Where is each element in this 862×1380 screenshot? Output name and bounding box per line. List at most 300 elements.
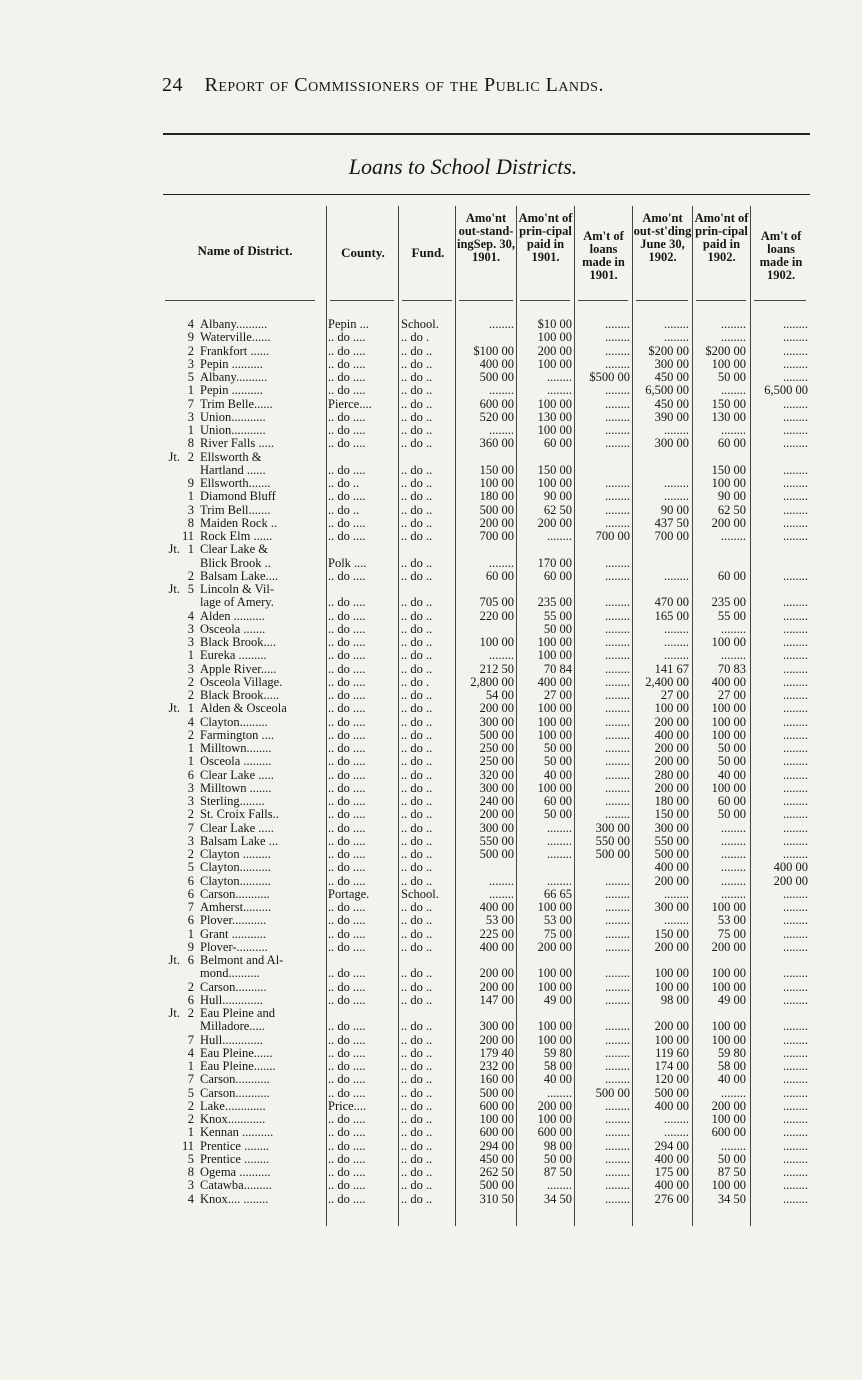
table-row [0,1007,862,1020]
principal-paid-1902-cell: 60 00 [717,436,746,451]
loans-made-1902-cell: ........ [783,1125,808,1140]
outstanding-1902-cell: 100 00 [654,701,689,716]
loans-made-1901-cell: ........ [605,727,630,742]
outstanding-1901-cell: 550 00 [479,833,514,848]
principal-paid-1902-cell: 90 00 [717,489,746,504]
fund-cell: .. do .. [401,343,433,358]
district-name-cell: Carson........... [200,1072,270,1087]
outstanding-1901-cell: 450 00 [479,1151,514,1166]
principal-paid-1901-cell: ........ [547,1178,572,1193]
district-name-cell: Amherst......... [200,900,272,914]
principal-paid-1902-cell: 100 00 [711,900,746,914]
loans-made-1902-cell: ........ [783,780,808,795]
principal-paid-1901-cell: 100 00 [537,476,572,490]
district-name-cell: Lake............. [200,1098,266,1113]
loans-made-1901-cell: $500 00 [589,370,630,384]
loans-made-1902-cell: ........ [783,1045,808,1060]
principal-paid-1901-cell: 49 00 [543,992,572,1007]
table-row [0,981,862,994]
outstanding-1902-cell: ........ [664,648,689,663]
fund-cell: .. do .. [401,807,433,822]
loans-made-1901-cell: ........ [605,423,630,437]
loans-made-1902-cell: ........ [783,1085,808,1100]
district-name-cell: Clayton......... [200,714,268,729]
outstanding-1901-cell: 100 00 [479,1112,514,1126]
outstanding-1901-cell: 54 00 [485,688,514,702]
county-cell: .. do .... [328,635,366,649]
loans-made-1901-cell: ........ [605,1151,630,1166]
joint-prefix-cell: Jt. [168,1006,180,1020]
outstanding-1901-cell: 250 00 [479,741,514,755]
joint-prefix-cell: Jt. [168,953,180,967]
principal-paid-1902-cell: 100 00 [711,966,746,981]
district-name-cell: Clear Lake & [200,542,269,557]
col-header-loans-made-1901: Am't of loans made in 1901. [582,229,625,282]
fund-cell: .. do .. [401,1045,433,1060]
county-cell: .. do .... [328,1032,366,1047]
loans-made-1902-cell: ........ [783,1019,808,1034]
loans-made-1901-cell: ........ [605,1178,630,1193]
county-cell: .. do .... [328,767,366,782]
fund-cell: School. [401,317,439,331]
district-name-cell: Blick Brook .. [200,555,271,570]
table-row [0,1020,862,1033]
loans-made-1901-cell: ........ [605,476,630,490]
loans-made-1901-cell: ........ [605,913,630,928]
county-cell: .. do .... [328,370,366,384]
fund-cell: .. do .. [401,1165,433,1179]
principal-paid-1902-cell: 60 00 [717,568,746,583]
principal-paid-1902-cell: 27 00 [717,688,746,702]
district-name-cell: Hull............. [200,1032,263,1047]
district-name-cell: Union........... [200,409,266,424]
fund-cell: .. do .. [401,1085,433,1100]
principal-paid-1901-cell: 75 00 [543,926,572,941]
county-cell: Polk .... [328,555,367,570]
loans-made-1902-cell: ........ [783,608,808,623]
county-cell: .. do .... [328,595,366,610]
county-cell: .. do .... [328,674,366,689]
principal-paid-1902-cell: 75 00 [717,926,746,941]
outstanding-1902-cell: 150 00 [654,807,689,822]
district-name-cell: Frankfort ...... [200,343,270,358]
district-name-cell: Farmington .... [200,727,274,742]
outstanding-1901-cell: 320 00 [479,767,514,782]
district-number-cell: 3 [187,356,194,371]
district-number-cell: 8 [187,515,194,530]
outstanding-1902-cell: 400 00 [654,1178,689,1193]
outstanding-1902-cell: 175 00 [654,1165,689,1179]
loans-made-1901-cell: ........ [605,688,630,702]
outstanding-1902-cell: 6,500 00 [645,383,689,398]
district-name-cell: Diamond Bluff [200,489,276,504]
outstanding-1902-cell: 280 00 [654,767,689,782]
fund-cell: .. do .. [401,1019,433,1034]
table-row [0,345,862,358]
fund-cell: .. do . [401,674,430,689]
outstanding-1901-cell: 520 00 [479,409,514,424]
loans-made-1902-cell: ........ [783,913,808,928]
district-name-cell: Plover-.......... [200,939,268,954]
loans-made-1901-cell: ........ [605,1059,630,1073]
loans-made-1902-cell: ........ [783,409,808,424]
table-row [0,490,862,503]
district-number-cell: 1 [187,741,194,755]
outstanding-1901-cell: 100 00 [479,476,514,490]
table-row [0,398,862,411]
loans-made-1902-cell: ........ [783,343,808,358]
loans-made-1901-cell: ........ [605,409,630,424]
loans-made-1902-cell: ........ [783,568,808,583]
outstanding-1902-cell: ........ [664,635,689,649]
principal-paid-1901-cell: 100 00 [537,966,572,981]
principal-paid-1901-cell: ........ [547,833,572,848]
loans-made-1901-cell: ........ [605,356,630,371]
table-row [0,782,862,795]
principal-paid-1902-cell: 50 00 [717,741,746,755]
fund-cell: .. do .. [401,714,433,729]
outstanding-1902-cell: ........ [664,489,689,504]
table-row [0,596,862,609]
district-number-cell: 3 [187,1178,194,1193]
district-name-cell: Albany.......... [200,317,268,331]
loans-made-1901-cell: ........ [605,317,630,331]
loans-made-1902-cell: ........ [783,356,808,371]
county-cell: .. do .... [328,1165,366,1179]
outstanding-1902-cell: 150 00 [654,926,689,941]
fund-cell: .. do .. [401,979,433,994]
loans-made-1902-cell: ........ [783,886,808,901]
district-name-cell: Balsam Lake ... [200,833,279,848]
loans-made-1901-cell: ........ [605,754,630,769]
fund-cell: .. do .. [401,555,433,570]
fund-cell: .. do .. [401,1138,433,1153]
loans-made-1901-cell: ........ [605,595,630,610]
county-cell: .. do .... [328,913,366,928]
county-cell: .. do .... [328,423,366,437]
principal-paid-1901-cell: 66 65 [543,886,572,901]
loans-made-1902-cell: ........ [783,992,808,1007]
table-caption: Loans to School Districts. [348,154,578,179]
col-header-principal-paid-1902: Amo'nt of prin-cipal paid in 1902. [694,211,749,264]
district-name-cell: mond.......... [200,966,260,981]
county-cell: .. do .... [328,820,366,835]
loans-made-1902-cell: ........ [783,423,808,437]
district-number-cell: 6 [187,886,194,901]
principal-paid-1901-cell: 200 00 [537,939,572,954]
district-name-cell: Alden .......... [200,608,265,623]
principal-paid-1901-cell: 53 00 [543,913,572,928]
outstanding-1901-cell: 53 00 [485,913,514,928]
loans-made-1901-cell: ........ [605,330,630,345]
district-number-cell: 1 [187,489,194,504]
principal-paid-1902-cell: 100 00 [711,476,746,490]
principal-paid-1902-cell: ........ [721,423,746,437]
table-row [0,954,862,967]
principal-paid-1902-cell: ........ [721,820,746,835]
table-row [0,1153,862,1166]
principal-paid-1902-cell: ........ [721,860,746,875]
principal-paid-1902-cell: 50 00 [717,807,746,822]
principal-paid-1901-cell: 150 00 [537,462,572,477]
outstanding-1902-cell: 200 00 [654,714,689,729]
district-number-cell: 1 [187,423,194,437]
loans-made-1901-cell: ........ [605,1032,630,1047]
fund-cell: .. do .. [401,396,433,411]
header-underline [754,300,806,301]
loans-made-1902-cell: ........ [783,635,808,649]
outstanding-1902-cell: 450 00 [654,370,689,384]
county-cell: .. do .... [328,661,366,676]
loans-made-1901-cell: ........ [605,383,630,398]
principal-paid-1902-cell: ........ [721,330,746,345]
loans-made-1902-cell: ........ [783,1151,808,1166]
table-row [0,437,862,450]
outstanding-1902-cell: 437 50 [654,515,689,530]
district-number-cell: 7 [187,820,194,835]
principal-paid-1901-cell: ........ [547,383,572,398]
loans-made-1901-cell: ........ [605,608,630,623]
county-cell: .. do .... [328,1125,366,1140]
outstanding-1901-cell: 500 00 [479,727,514,742]
outstanding-1901-cell: 200 00 [479,1032,514,1047]
outstanding-1902-cell: ........ [664,423,689,437]
outstanding-1902-cell: 100 00 [654,979,689,994]
outstanding-1902-cell: 470 00 [654,595,689,610]
table-row [0,1034,862,1047]
principal-paid-1901-cell: $10 00 [537,317,572,331]
county-cell: .. do .... [328,1151,366,1166]
outstanding-1901-cell: ........ [489,648,514,663]
district-number-cell: 11 [181,1138,194,1153]
principal-paid-1902-cell: 100 00 [711,701,746,716]
table-row [0,702,862,715]
loans-made-1902-cell: ........ [783,727,808,742]
loans-made-1901-cell: ........ [605,436,630,451]
loans-made-1902-cell: 200 00 [773,873,808,888]
loans-made-1901-cell: ........ [605,939,630,954]
principal-paid-1901-cell: 90 00 [543,489,572,504]
district-name-cell: Clear Lake ..... [200,820,274,835]
district-name-cell: Union........... [200,423,266,437]
table-row [0,822,862,835]
district-number-cell: 2 [187,568,194,583]
district-name-cell: Prentice ........ [200,1151,270,1166]
loans-made-1902-cell: ........ [783,794,808,808]
loans-made-1902-cell: ........ [783,1112,808,1126]
district-number-cell: 1 [187,926,194,941]
principal-paid-1901-cell: 40 00 [543,767,572,782]
table-row [0,1100,862,1113]
loans-made-1901-cell: ........ [605,900,630,914]
principal-paid-1902-cell: 100 00 [711,727,746,742]
principal-paid-1901-cell: 100 00 [537,979,572,994]
fund-cell: .. do .. [401,648,433,663]
loans-made-1901-cell: 300 00 [595,820,630,835]
principal-paid-1902-cell: ........ [721,648,746,663]
outstanding-1902-cell: ........ [664,568,689,583]
district-name-cell: Apple River..... [200,661,277,676]
principal-paid-1902-cell: ........ [721,621,746,636]
district-name-cell: Black Brook.... [200,635,277,649]
district-name-cell: Maiden Rock .. [200,515,278,530]
loans-made-1902-cell: ........ [783,767,808,782]
outstanding-1901-cell: 220 00 [479,608,514,623]
principal-paid-1901-cell: 100 00 [537,1112,572,1126]
district-name-cell: Osceola ......... [200,754,272,769]
fund-cell: .. do .. [401,780,433,795]
loans-made-1902-cell: ........ [783,489,808,504]
principal-paid-1902-cell: ........ [721,529,746,543]
district-number-cell: 5 [187,1151,194,1166]
loans-made-1902-cell: ........ [783,714,808,729]
principal-paid-1902-cell: 40 00 [717,1072,746,1087]
fund-cell: .. do .. [401,515,433,530]
fund-cell: .. do . [401,330,430,345]
principal-paid-1901-cell: 100 00 [537,356,572,371]
outstanding-1902-cell: 100 00 [654,966,689,981]
table-row [0,848,862,861]
loans-made-1901-cell: ........ [605,648,630,663]
principal-paid-1902-cell: 235 00 [711,595,746,610]
header-underline [520,300,570,301]
loans-made-1902-cell: ........ [783,621,808,636]
county-cell: .. do .... [328,900,366,914]
district-name-cell: Milltown ....... [200,780,272,795]
county-cell: .. do .... [328,1045,366,1060]
loans-made-1902-cell: ........ [783,674,808,689]
loans-made-1902-cell: ........ [783,1032,808,1047]
district-name-cell: Milltown........ [200,741,272,755]
outstanding-1901-cell: 200 00 [479,966,514,981]
district-number-cell: 4 [187,1191,194,1206]
county-cell: .. do .... [328,1019,366,1034]
principal-paid-1901-cell: ........ [547,847,572,861]
fund-cell: .. do .. [401,661,433,676]
table-row [0,795,862,808]
outstanding-1902-cell: 300 00 [654,436,689,451]
principal-paid-1902-cell: ........ [721,886,746,901]
outstanding-1902-cell: 400 00 [654,1151,689,1166]
loans-made-1901-cell: ........ [605,780,630,795]
district-number-cell: 3 [187,833,194,848]
outstanding-1901-cell: 240 00 [479,794,514,808]
principal-paid-1902-cell: 50 00 [717,1151,746,1166]
principal-paid-1901-cell: ........ [547,820,572,835]
loans-made-1902-cell: ........ [783,939,808,954]
district-name-cell: Eau Pleine....... [200,1059,276,1073]
table-row [0,411,862,424]
loans-made-1901-cell: ........ [605,1138,630,1153]
principal-paid-1901-cell: 130 00 [537,409,572,424]
outstanding-1901-cell: 600 00 [479,1125,514,1140]
outstanding-1901-cell: 600 00 [479,1098,514,1113]
fund-cell: .. do .. [401,383,433,398]
table-row [0,1060,862,1073]
district-number-cell: 3 [187,409,194,424]
loans-made-1902-cell: 6,500 00 [764,383,808,398]
loans-made-1901-cell: 550 00 [595,833,630,848]
table-row [0,716,862,729]
principal-paid-1901-cell: 60 00 [543,568,572,583]
outstanding-1901-cell: 600 00 [479,396,514,411]
outstanding-1901-cell: 232 00 [479,1059,514,1073]
outstanding-1902-cell: 90 00 [660,502,689,517]
district-number-cell: 5 [187,582,194,596]
table-row [0,371,862,384]
table-row [0,755,862,768]
district-number-cell: 2 [187,979,194,994]
county-cell: .. do .... [328,436,366,451]
outstanding-1902-cell: 98 00 [660,992,689,1007]
county-cell: .. do .... [328,1138,366,1153]
district-number-cell: 1 [187,1059,194,1073]
outstanding-1901-cell: 500 00 [479,1178,514,1193]
principal-paid-1902-cell: 100 00 [711,714,746,729]
loans-made-1902-cell: ........ [783,807,808,822]
loans-made-1901-cell: ........ [605,1191,630,1206]
district-name-cell: Ellsworth & [200,449,262,464]
loans-made-1902-cell: ........ [783,396,808,411]
table-row [0,517,862,530]
loans-made-1901-cell: ........ [605,1045,630,1060]
district-number-cell: 3 [187,780,194,795]
loans-made-1902-cell: ........ [783,1178,808,1193]
fund-cell: .. do .. [401,1112,433,1126]
table-row [0,543,862,556]
principal-paid-1902-cell: 50 00 [717,754,746,769]
loans-made-1902-cell: ........ [783,1098,808,1113]
loans-made-1901-cell: ........ [605,794,630,808]
principal-paid-1902-cell: 100 00 [711,1112,746,1126]
district-number-cell: 3 [187,794,194,808]
fund-cell: .. do .. [401,423,433,437]
table-row [0,570,862,583]
table-row [0,504,862,517]
outstanding-1902-cell: 400 00 [654,727,689,742]
county-cell: .. do .... [328,939,366,954]
loans-made-1901-cell: ........ [605,926,630,941]
district-number-cell: 6 [187,873,194,888]
principal-paid-1902-cell: $200 00 [705,343,746,358]
loans-made-1901-cell: ........ [605,992,630,1007]
outstanding-1902-cell: 390 00 [654,409,689,424]
col-header-county: County. [341,245,385,260]
principal-paid-1902-cell: 40 00 [717,767,746,782]
outstanding-1901-cell: 200 00 [479,807,514,822]
loans-made-1902-cell: ........ [783,1165,808,1179]
table-row [0,914,862,927]
principal-paid-1901-cell: 200 00 [537,343,572,358]
district-name-cell: Prentice ........ [200,1138,270,1153]
fund-cell: .. do .. [401,860,433,875]
principal-paid-1902-cell: 100 00 [711,1032,746,1047]
principal-paid-1901-cell: 27 00 [543,688,572,702]
principal-paid-1901-cell: 50 00 [543,621,572,636]
loans-made-1901-cell: ........ [605,674,630,689]
loans-made-1902-cell: ........ [783,966,808,981]
table-row [0,583,862,596]
county-cell: .. do .... [328,741,366,755]
county-cell: .. do .... [328,1085,366,1100]
district-name-cell: Hull............. [200,992,263,1007]
outstanding-1902-cell: 550 00 [654,833,689,848]
fund-cell: .. do .. [401,754,433,769]
loans-made-1902-cell: ........ [783,595,808,610]
principal-paid-1902-cell: 87 50 [717,1165,746,1179]
district-name-cell: Pepin .......... [200,383,263,398]
loans-made-1902-cell: ........ [783,847,808,861]
